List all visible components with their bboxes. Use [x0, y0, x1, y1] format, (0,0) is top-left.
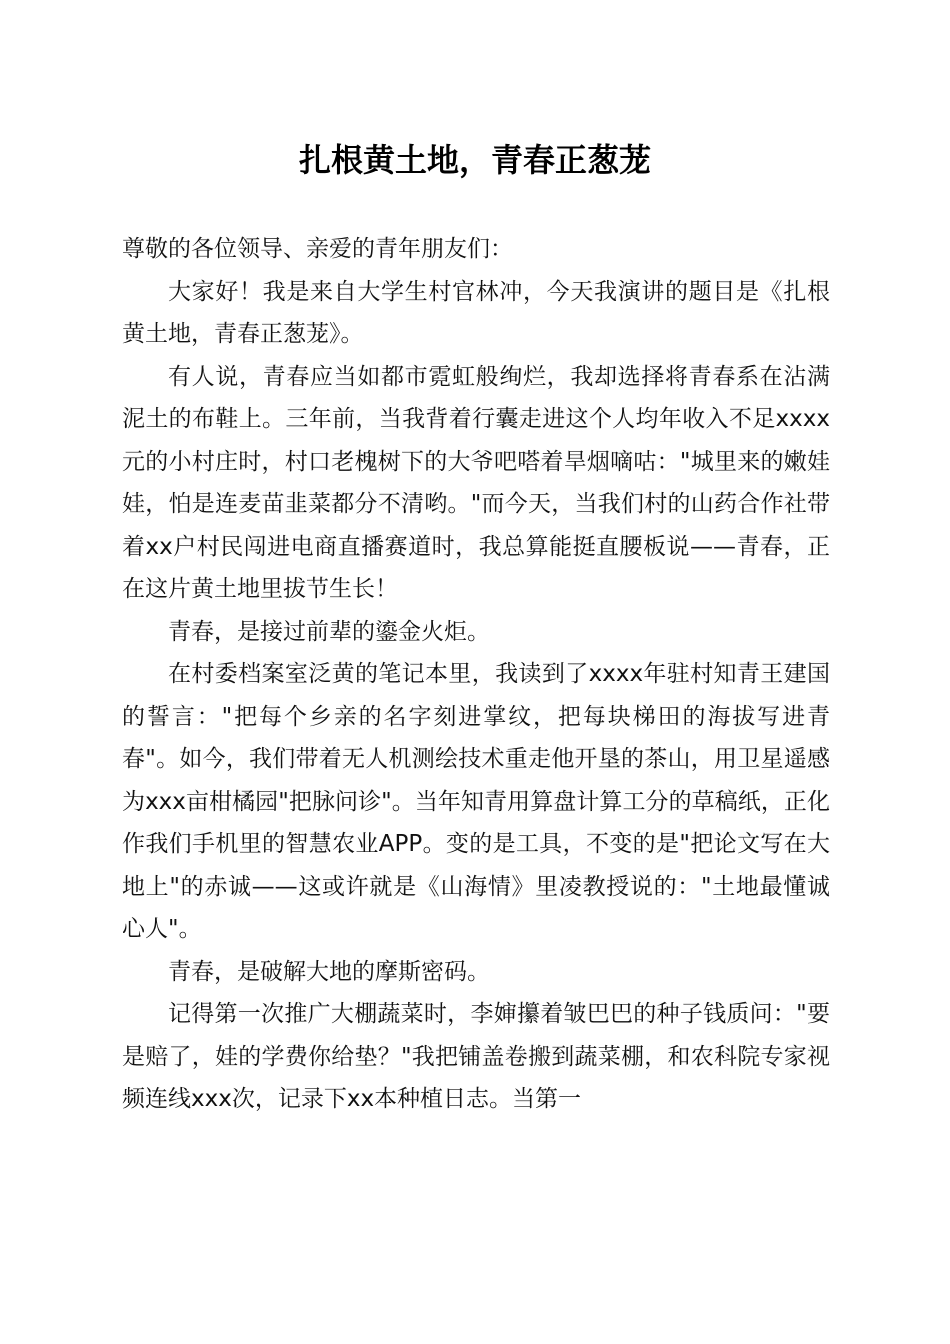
paragraph-archive-story: 在村委档案室泛黄的笔记本里，我读到了xxxx年驻村知青王建国的誓言："把每个乡亲的名字刻进掌纹，把每块梯田的海拔写进青春"。如今，我们带着无人机测绘技术重走他开垦的茶山，用卫星遥感为xxx亩柑橘园"把脉问诊"。当年知青用算盘计算工分的草稿纸，正化作我们手机里的智慧农业APP。变的是工具，不变的是"把论文写在大地上"的赤诚——这或许就是《山海情》里凌教授说的："土地最懂诚心人"。 — [122, 661, 830, 942]
paragraph-heading-morse: 青春，是破解大地的摩斯密码。 — [168, 958, 490, 985]
paragraph-intro-story: 有人说，青春应当如都市霓虹般绚烂，我却选择将青春系在沾满泥土的布鞋上。三年前，当我背着行囊走进这个人均年收入不足xxxx元的小村庄时，村口老槐树下的大爷吧嗒着旱烟嘀咕："城里来的嫩娃娃，怕是连麦苗韭菜都分不清哟。"而今天，当我们村的山药合作社带着xx户村民闯进电商直播赛道时，我总算能挺直腰板说——青春，正在这片黄土地里拔节生长！ — [122, 363, 830, 602]
paragraph-greeting: 大家好！我是来自大学生村官林冲，今天我演讲的题目是《扎根黄土地，青春正葱茏》。 — [122, 278, 830, 347]
speech-body — [122, 228, 830, 1121]
salutation: 尊敬的各位领导、亲爱的青年朋友们： — [122, 236, 513, 262]
paragraph-heading-torch: 青春，是接过前辈的鎏金火炬。 — [168, 618, 490, 645]
speech-title: 扎根黄土地，青春正葱茏 — [298, 141, 651, 179]
paragraph-greenhouse-story: 记得第一次推广大棚蔬菜时，李婶攥着皱巴巴的种子钱质问："要是赔了，娃的学费你给垫？"我把铺盖卷搬到蔬菜棚，和农科院专家视频连线xxx次，记录下xx本种植日志。当第一 — [122, 1001, 830, 1112]
